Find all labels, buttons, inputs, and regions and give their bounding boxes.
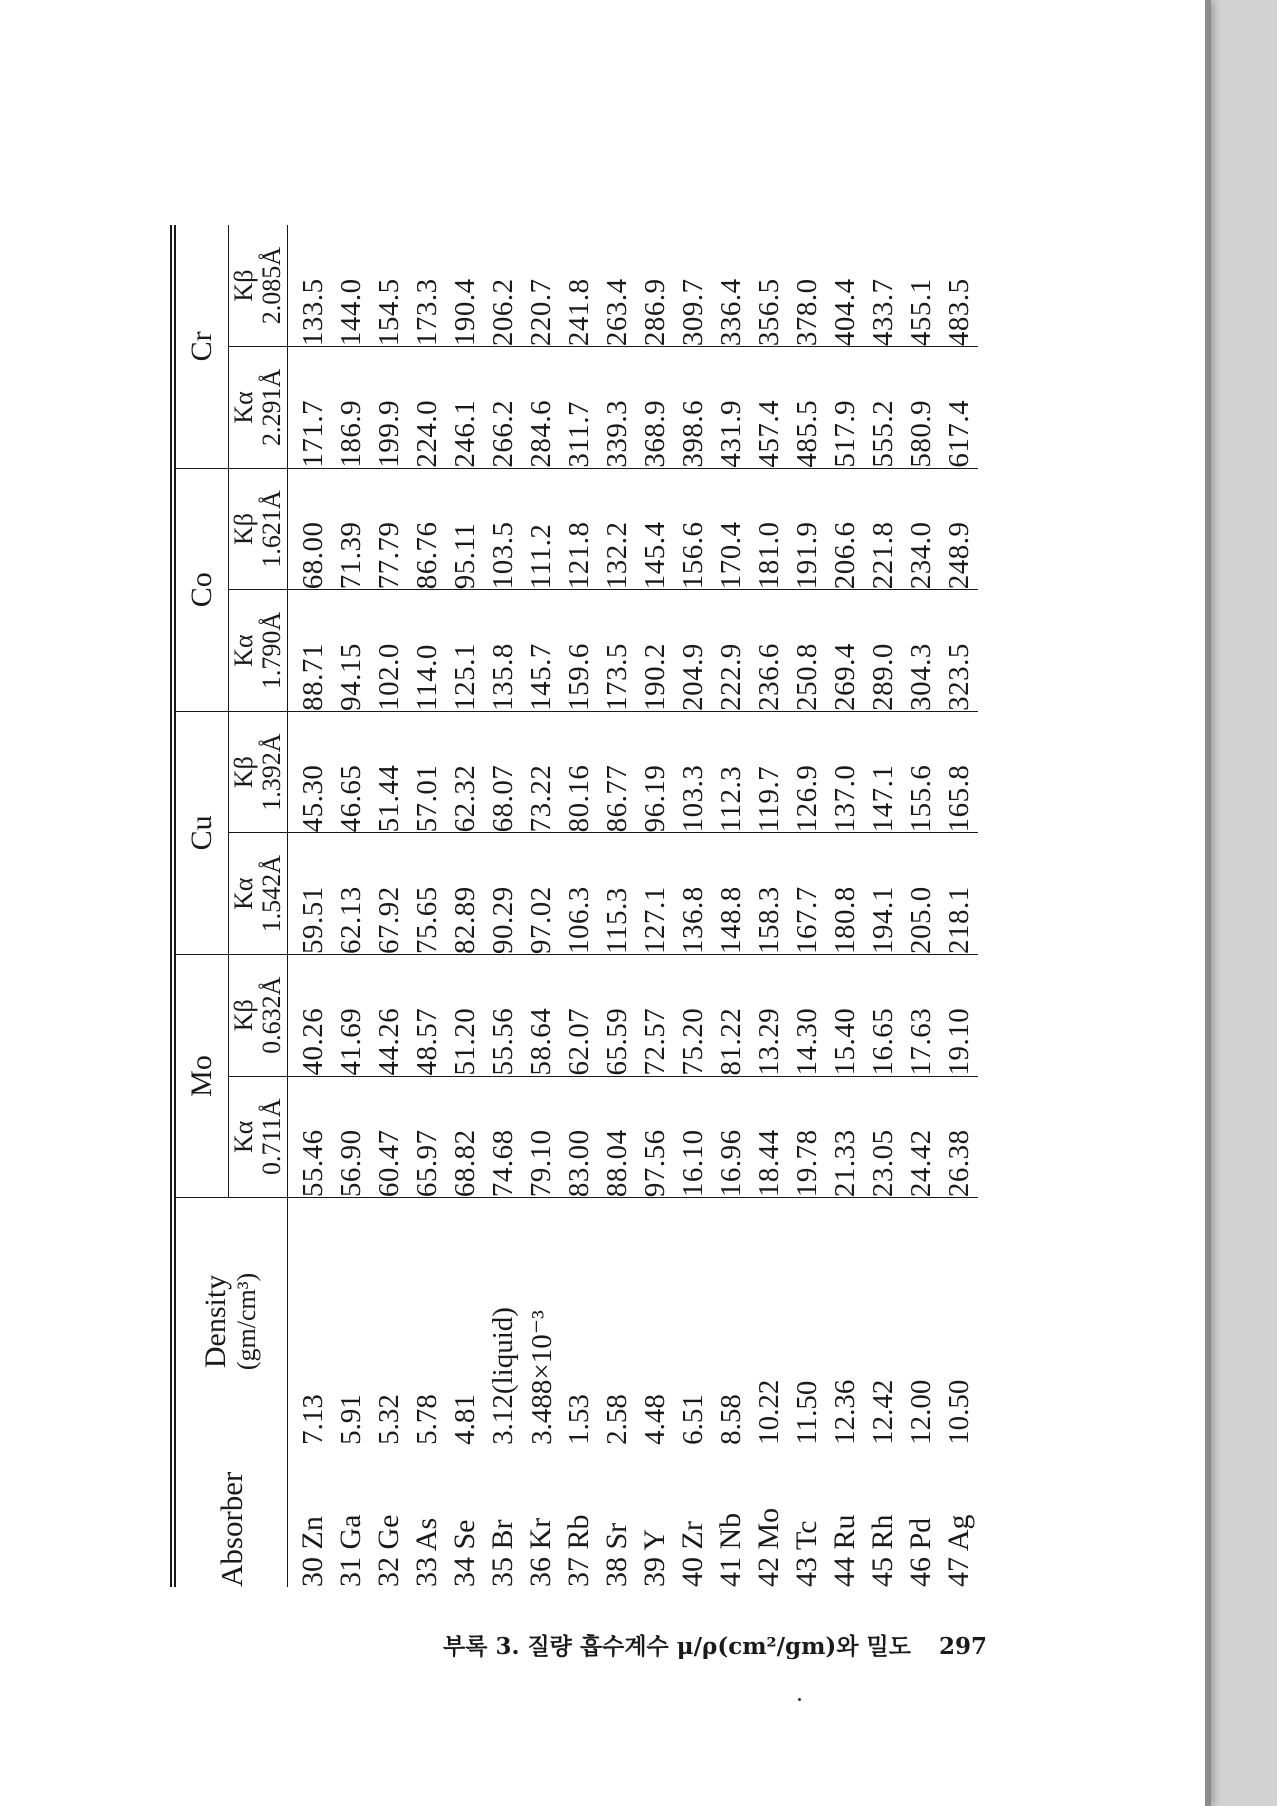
density-cell: 12.00 xyxy=(904,1379,937,1445)
absorber-header: Absorber xyxy=(173,1445,288,1587)
absorber-cell: 45 Rh xyxy=(866,1514,899,1587)
coefficient-cell: 555.2 xyxy=(864,347,902,469)
coefficient-cell: 79.10 xyxy=(522,1076,560,1198)
coefficient-cell: 286.9 xyxy=(636,225,674,347)
table-row xyxy=(288,225,333,1587)
coefficient-cell: 45.30 xyxy=(288,711,333,833)
line-header-cu-kbeta xyxy=(229,711,288,833)
coefficient-cell: 170.4 xyxy=(712,468,750,590)
coefficient-cell: 222.9 xyxy=(712,590,750,712)
print-speck xyxy=(798,1698,801,1701)
coefficient-cell: 311.7 xyxy=(560,347,598,469)
coefficient-cell: 90.29 xyxy=(484,833,522,955)
coefficient-cell: 68.00 xyxy=(288,468,333,590)
coefficient-cell: 102.0 xyxy=(370,590,408,712)
coefficient-cell: 23.05 xyxy=(864,1076,902,1198)
coefficient-cell: 19.10 xyxy=(940,954,978,1076)
coefficient-cell: 97.56 xyxy=(636,1076,674,1198)
line-header-mo-kbeta xyxy=(229,954,288,1076)
coefficient-cell: 485.5 xyxy=(788,347,826,469)
absorber-cell: 38 Sr xyxy=(600,1522,633,1587)
coefficient-cell: 15.40 xyxy=(826,954,864,1076)
coefficient-cell: 111.2 xyxy=(522,468,560,590)
coefficient-cell: 221.8 xyxy=(864,468,902,590)
density-header-label: Density xyxy=(199,1274,232,1369)
coefficient-cell: 284.6 xyxy=(522,347,560,469)
coefficient-cell: 517.9 xyxy=(826,347,864,469)
line-label: Kα xyxy=(229,391,258,424)
coefficient-cell: 103.5 xyxy=(484,468,522,590)
coefficient-cell: 246.1 xyxy=(446,347,484,469)
table-row xyxy=(446,225,484,1587)
density-cell: 1.53 xyxy=(562,1394,595,1445)
density-header xyxy=(173,1198,288,1445)
coefficient-cell: 65.97 xyxy=(408,1076,446,1198)
absorber-cell: 36 Kr xyxy=(524,1517,557,1587)
coefficient-cell: 304.3 xyxy=(902,590,940,712)
coefficient-cell: 580.9 xyxy=(902,347,940,469)
table-row xyxy=(370,225,408,1587)
coefficient-cell: 13.29 xyxy=(750,954,788,1076)
coefficient-cell: 204.9 xyxy=(674,590,712,712)
absorber-cell: 32 Ge xyxy=(372,1514,405,1587)
coefficient-cell: 40.26 xyxy=(288,954,333,1076)
coefficient-cell: 51.44 xyxy=(370,711,408,833)
coefficient-cell: 323.5 xyxy=(940,590,978,712)
density-cell: 5.32 xyxy=(372,1394,405,1445)
density-cell: 12.36 xyxy=(828,1379,861,1445)
line-wavelength: 0.711Å xyxy=(257,1098,286,1175)
density-cell: 7.13 xyxy=(296,1394,329,1445)
header-row-elements xyxy=(173,225,229,1587)
coefficient-cell: 21.33 xyxy=(826,1076,864,1198)
table-row xyxy=(826,225,864,1587)
coefficient-cell: 137.0 xyxy=(826,711,864,833)
coefficient-cell: 378.0 xyxy=(788,225,826,347)
line-label: Kβ xyxy=(229,269,258,302)
coefficient-cell: 147.1 xyxy=(864,711,902,833)
density-cell: 8.58 xyxy=(714,1394,747,1445)
coefficient-cell: 191.9 xyxy=(788,468,826,590)
coefficient-cell: 155.6 xyxy=(902,711,940,833)
line-wavelength: 1.542Å xyxy=(257,855,286,933)
coefficient-cell: 159.6 xyxy=(560,590,598,712)
coefficient-cell: 94.15 xyxy=(332,590,370,712)
coefficient-cell: 51.20 xyxy=(446,954,484,1076)
coefficient-cell: 83.00 xyxy=(560,1076,598,1198)
coefficient-cell: 266.2 xyxy=(484,347,522,469)
coefficient-cell: 181.0 xyxy=(750,468,788,590)
coefficient-cell: 126.9 xyxy=(788,711,826,833)
coefficient-cell: 144.0 xyxy=(332,225,370,347)
table-row xyxy=(522,225,560,1587)
density-cell: 11.50 xyxy=(790,1380,823,1445)
absorber-cell: 37 Rb xyxy=(562,1514,595,1587)
table-row xyxy=(902,225,940,1587)
coefficient-cell: 339.3 xyxy=(598,347,636,469)
coefficient-cell: 119.7 xyxy=(750,711,788,833)
table-row xyxy=(940,225,978,1587)
coefficient-cell: 336.4 xyxy=(712,225,750,347)
table-row xyxy=(332,225,370,1587)
line-label: Kα xyxy=(229,1120,258,1153)
mass-absorption-table xyxy=(170,225,978,1587)
density-cell: 4.48 xyxy=(638,1394,671,1445)
coefficient-cell: 74.68 xyxy=(484,1076,522,1198)
coefficient-cell: 289.0 xyxy=(864,590,902,712)
coefficient-cell: 14.30 xyxy=(788,954,826,1076)
line-label: Kβ xyxy=(229,756,258,789)
absorber-cell: 34 Se xyxy=(448,1519,481,1587)
rotated-table-region xyxy=(170,225,1006,1587)
coefficient-cell: 404.4 xyxy=(826,225,864,347)
absorber-cell: 35 Br xyxy=(486,1519,519,1587)
element-header-cr: Cr xyxy=(173,225,229,468)
coefficient-cell: 48.57 xyxy=(408,954,446,1076)
absorber-cell: 46 Pd xyxy=(904,1517,937,1587)
table-row xyxy=(484,225,522,1587)
coefficient-cell: 103.3 xyxy=(674,711,712,833)
coefficient-cell: 205.0 xyxy=(902,833,940,955)
coefficient-cell: 186.9 xyxy=(332,347,370,469)
coefficient-cell: 88.71 xyxy=(288,590,333,712)
coefficient-cell: 86.76 xyxy=(408,468,446,590)
coefficient-cell: 250.8 xyxy=(788,590,826,712)
element-header-cu: Cu xyxy=(173,711,229,954)
coefficient-cell: 67.92 xyxy=(370,833,408,955)
coefficient-cell: 75.20 xyxy=(674,954,712,1076)
coefficient-cell: 16.10 xyxy=(674,1076,712,1198)
coefficient-cell: 156.6 xyxy=(674,468,712,590)
element-header-co: Co xyxy=(173,468,229,711)
absorber-cell: 41 Nb xyxy=(714,1512,747,1587)
coefficient-cell: 206.6 xyxy=(826,468,864,590)
line-header-cr-kbeta xyxy=(229,225,288,347)
coefficient-cell: 26.38 xyxy=(940,1076,978,1198)
coefficient-cell: 16.96 xyxy=(712,1076,750,1198)
line-wavelength: 1.790Å xyxy=(257,611,286,690)
coefficient-cell: 148.8 xyxy=(712,833,750,955)
coefficient-cell: 62.07 xyxy=(560,954,598,1076)
coefficient-cell: 127.1 xyxy=(636,833,674,955)
page-caption xyxy=(443,1628,987,1661)
coefficient-cell: 62.13 xyxy=(332,833,370,955)
coefficient-cell: 224.0 xyxy=(408,347,446,469)
coefficient-cell: 88.04 xyxy=(598,1076,636,1198)
coefficient-cell: 125.1 xyxy=(446,590,484,712)
line-wavelength: 1.621Å xyxy=(257,490,286,568)
coefficient-cell: 135.8 xyxy=(484,590,522,712)
coefficient-cell: 199.9 xyxy=(370,347,408,469)
coefficient-cell: 398.6 xyxy=(674,347,712,469)
line-header-co-kalpha xyxy=(229,590,288,712)
coefficient-cell: 133.5 xyxy=(288,225,333,347)
line-label: Kβ xyxy=(229,512,258,545)
density-cell: 3.488×10⁻³ xyxy=(525,1310,558,1445)
table-row xyxy=(636,225,674,1587)
line-label: Kα xyxy=(229,877,258,910)
coefficient-cell: 190.4 xyxy=(446,225,484,347)
coefficient-cell: 617.4 xyxy=(940,347,978,469)
table-body xyxy=(288,225,979,1587)
coefficient-cell: 71.39 xyxy=(332,468,370,590)
absorber-cell: 39 Y xyxy=(638,1528,671,1587)
coefficient-cell: 171.7 xyxy=(288,347,333,469)
line-wavelength: 0.632Å xyxy=(257,976,286,1054)
page-number: 297 xyxy=(939,1633,988,1660)
coefficient-cell: 57.01 xyxy=(408,711,446,833)
coefficient-cell: 173.3 xyxy=(408,225,446,347)
coefficient-cell: 368.9 xyxy=(636,347,674,469)
coefficient-cell: 96.19 xyxy=(636,711,674,833)
table-row xyxy=(788,225,826,1587)
coefficient-cell: 132.2 xyxy=(598,468,636,590)
coefficient-cell: 81.22 xyxy=(712,954,750,1076)
coefficient-cell: 165.8 xyxy=(940,711,978,833)
coefficient-cell: 44.26 xyxy=(370,954,408,1076)
coefficient-cell: 68.07 xyxy=(484,711,522,833)
coefficient-cell: 269.4 xyxy=(826,590,864,712)
coefficient-cell: 115.3 xyxy=(598,833,636,955)
coefficient-cell: 16.65 xyxy=(864,954,902,1076)
coefficient-cell: 86.77 xyxy=(598,711,636,833)
coefficient-cell: 97.02 xyxy=(522,833,560,955)
coefficient-cell: 75.65 xyxy=(408,833,446,955)
coefficient-cell: 167.7 xyxy=(788,833,826,955)
coefficient-cell: 55.56 xyxy=(484,954,522,1076)
coefficient-cell: 106.3 xyxy=(560,833,598,955)
density-header-unit: (gm/cm³) xyxy=(232,1272,261,1371)
coefficient-cell: 356.5 xyxy=(750,225,788,347)
table-row xyxy=(864,225,902,1587)
table-row xyxy=(560,225,598,1587)
coefficient-cell: 112.3 xyxy=(712,711,750,833)
density-cell: 10.22 xyxy=(752,1379,785,1445)
absorber-cell: 47 Ag xyxy=(942,1514,975,1587)
element-header-mo: Mo xyxy=(173,954,229,1197)
absorber-cell: 30 Zn xyxy=(296,1516,329,1587)
coefficient-cell: 59.51 xyxy=(288,833,333,955)
coefficient-cell: 218.1 xyxy=(940,833,978,955)
coefficient-cell: 95.11 xyxy=(446,468,484,590)
coefficient-cell: 114.0 xyxy=(408,590,446,712)
coefficient-cell: 145.4 xyxy=(636,468,674,590)
coefficient-cell: 263.4 xyxy=(598,225,636,347)
line-label: Kβ xyxy=(229,999,258,1032)
coefficient-cell: 55.46 xyxy=(288,1076,333,1198)
density-cell: 10.50 xyxy=(942,1379,975,1445)
coefficient-cell: 60.47 xyxy=(370,1076,408,1198)
line-wavelength: 2.291Å xyxy=(257,368,286,447)
line-header-co-kbeta xyxy=(229,468,288,590)
coefficient-cell: 65.59 xyxy=(598,954,636,1076)
line-header-cu-kalpha xyxy=(229,833,288,955)
coefficient-cell: 158.3 xyxy=(750,833,788,955)
coefficient-cell: 236.6 xyxy=(750,590,788,712)
absorber-cell: 43 Tc xyxy=(790,1520,823,1587)
coefficient-cell: 73.22 xyxy=(522,711,560,833)
line-wavelength: 1.392Å xyxy=(257,733,286,811)
table-row xyxy=(712,225,750,1587)
absorber-cell: 33 As xyxy=(410,1517,443,1587)
coefficient-cell: 19.78 xyxy=(788,1076,826,1198)
coefficient-cell: 56.90 xyxy=(332,1076,370,1198)
absorber-cell: 44 Ru xyxy=(828,1514,861,1587)
coefficient-cell: 241.8 xyxy=(560,225,598,347)
coefficient-cell: 455.1 xyxy=(902,225,940,347)
coefficient-cell: 483.5 xyxy=(940,225,978,347)
coefficient-cell: 77.79 xyxy=(370,468,408,590)
coefficient-cell: 220.7 xyxy=(522,225,560,347)
coefficient-cell: 136.8 xyxy=(674,833,712,955)
density-cell: 5.91 xyxy=(334,1394,367,1445)
coefficient-cell: 248.9 xyxy=(940,468,978,590)
coefficient-cell: 62.32 xyxy=(446,711,484,833)
absorber-cell: 31 Ga xyxy=(334,1514,367,1587)
coefficient-cell: 180.8 xyxy=(826,833,864,955)
density-cell: 4.81 xyxy=(448,1394,481,1445)
coefficient-cell: 457.4 xyxy=(750,347,788,469)
coefficient-cell: 24.42 xyxy=(902,1076,940,1198)
density-cell: 12.42 xyxy=(866,1379,899,1445)
absorber-cell: 42 Mo xyxy=(752,1507,785,1587)
table-row xyxy=(408,225,446,1587)
line-wavelength: 2.085Å xyxy=(257,246,286,325)
density-cell: 5.78 xyxy=(410,1394,443,1445)
coefficient-cell: 18.44 xyxy=(750,1076,788,1198)
coefficient-cell: 41.69 xyxy=(332,954,370,1076)
density-cell: 6.51 xyxy=(676,1394,709,1445)
line-label: Kα xyxy=(229,634,258,667)
coefficient-cell: 58.64 xyxy=(522,954,560,1076)
coefficient-cell: 433.7 xyxy=(864,225,902,347)
coefficient-cell: 431.9 xyxy=(712,347,750,469)
absorber-cell: 40 Zr xyxy=(676,1521,709,1587)
table-row xyxy=(750,225,788,1587)
table-row xyxy=(598,225,636,1587)
coefficient-cell: 80.16 xyxy=(560,711,598,833)
coefficient-cell: 46.65 xyxy=(332,711,370,833)
coefficient-cell: 68.82 xyxy=(446,1076,484,1198)
coefficient-cell: 145.7 xyxy=(522,590,560,712)
coefficient-cell: 190.2 xyxy=(636,590,674,712)
caption-label: 부록 3. 질량 흡수계수 μ/ρ(cm²/gm)와 밀도 xyxy=(443,1633,911,1660)
coefficient-cell: 17.63 xyxy=(902,954,940,1076)
coefficient-cell: 194.1 xyxy=(864,833,902,955)
coefficient-cell: 72.57 xyxy=(636,954,674,1076)
coefficient-cell: 173.5 xyxy=(598,590,636,712)
line-header-cr-kalpha xyxy=(229,347,288,469)
coefficient-cell: 309.7 xyxy=(674,225,712,347)
density-cell: 3.12(liquid) xyxy=(486,1307,519,1445)
density-cell: 2.58 xyxy=(600,1394,633,1445)
table-row xyxy=(674,225,712,1587)
coefficient-cell: 206.2 xyxy=(484,225,522,347)
coefficient-cell: 154.5 xyxy=(370,225,408,347)
coefficient-cell: 82.89 xyxy=(446,833,484,955)
line-header-mo-kalpha xyxy=(229,1076,288,1198)
coefficient-cell: 121.8 xyxy=(560,468,598,590)
coefficient-cell: 234.0 xyxy=(902,468,940,590)
